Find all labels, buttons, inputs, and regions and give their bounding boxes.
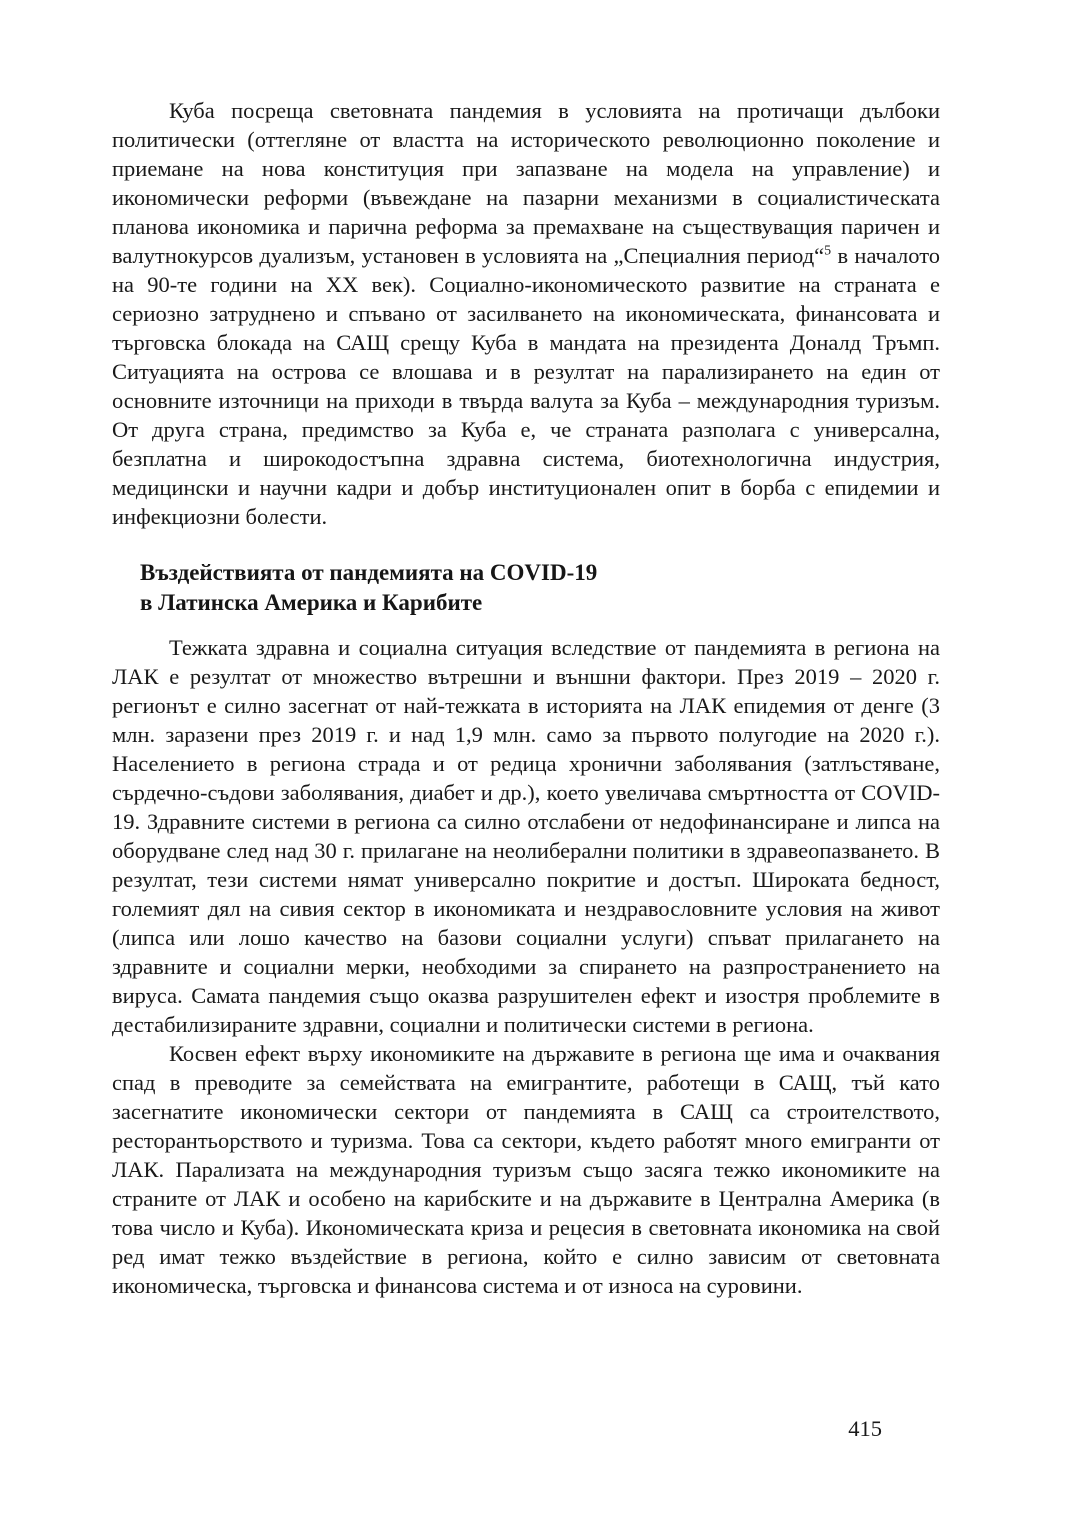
paragraph-1 (112, 96, 940, 531)
paragraph-2: Тежката здравна и социална ситуация вследствие от пандемията в региона на ЛАК е резултат от множество вътрешни и външни фактори. През 2019 – 2020 г. регионът е силно засегнат от най-тежката в историята на ЛАК епидемия от денге (3 млн. заразени през 2019 г. и над 1,9 млн. само за първото полугодие на 2020 г.). Населението в региона страда и от редица хронични заболявания (затлъстяване, сърдечно-съдови заболявания, диабет и др.), което увеличава смъртността от COVID-19. Здравните системи в региона са силно отслабени от недофинансиране и липса на оборудване след над 30 г. прилагане на неолиберални политики в здравеопазването. В резултат, тези системи нямат универсално покритие и достъп. Широката бедност, големият дял на сивия сектор в икономиката и нездравословните условия на живот (липса или лошо качество на базови социални услуги) спъват прилагането на здравните и социални мерки, необходими за спирането на разпространението на вируса. Самата пандемия също оказва разрушителен ефект и изостря проблемите в дестабилизираните здравни, социални и политически системи в региона. (112, 635, 940, 1037)
paragraph-3: Косвен ефект върху икономиките на държавите в региона ще има и очаквания спад в преводите за семействата на емигрантите, работещи в САЩ, тъй като засегнатите икономически сектори от пандемията в САЩ са строителството, ресторантьорството и туризма. Това са сектори, където работят много емигранти от ЛАК. Парализата на международния туризъм също засяга тежко икономиките на страните от ЛАК и особено на карибските и на държавите в Централна Америка (в това число и Куба). Икономическата криза и рецесия в световната икономика на свой ред имат тежко въздействие в региона, който е силно зависим от световната икономическа, търговска и финансова система и от износа на суровини. (112, 1041, 940, 1298)
section-heading (140, 558, 940, 618)
section-heading-line1: Въздействията от пандемията на COVID-19 (140, 560, 598, 585)
section-heading-line2: в Латинска Америка и Карибите (140, 590, 483, 615)
page-number: 415 (848, 1416, 882, 1441)
paragraph-1-continued: в началото на 90-те години на ХХ век). Социално-икономическото развитие на страната е сериозно затруднено и спъвано от засилването на икономическата, финансовата и търговска блокада на САЩ срещу Куба в мандата на президента Доналд Тръмп. Ситуацията на острова се влошава и в резултат на парализирането на един от основните източници на приходи в твърда валута за Куба – международния туризъм. От друга страна, предимство за Куба е, че страната разполага с универсална, безплатна и широкодостъпна здравна система, биотехнологична индустрия, медицински и научни кадри и добър институционален опит в борба с епидемии и инфекциозни болести. (112, 243, 940, 529)
footnote-5-marker: 5 (824, 243, 832, 259)
paragraph-1-text: Куба посреща световната пандемия в условията на протичащи дълбоки политически (оттегляне от властта на историческото революционно поколение и приемане на нова конституция при запазване на модела на управление) и икономически реформи (въвеждане на пазарни механизми в социалистическата планова икономика и парична реформа за премахване на съществуващия паричен и валутнокурсов дуализъм, установен в условията на „Специалния период“ (112, 98, 940, 268)
